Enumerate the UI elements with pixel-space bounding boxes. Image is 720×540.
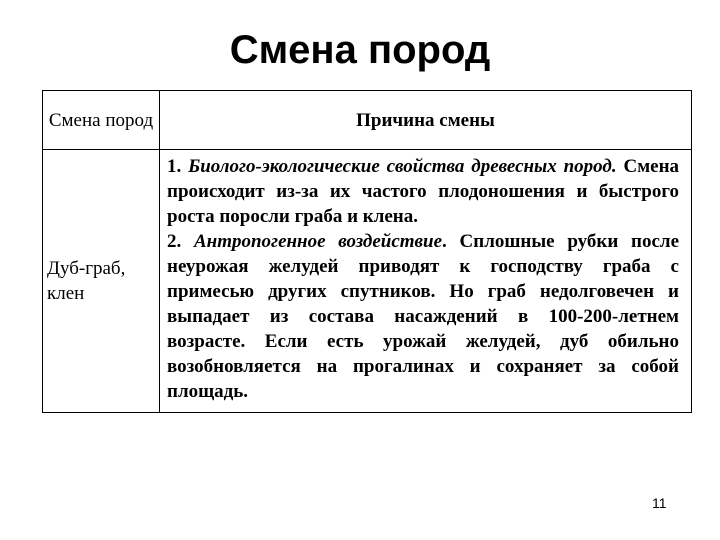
table-header-row [43,91,692,150]
reason-1-heading: Биолого-экологические свойства древесных пород. [188,156,617,177]
reason-1-text: Смена происходит из-за их частого плодоношения и быстрого роста поросли граба и клена. [167,156,680,227]
species-change-table [42,90,692,413]
header-species-change: Смена пород [43,91,160,150]
reason-2-heading: Антропогенное воздействие [193,231,443,252]
species-cell: Дуб-граб, клен [43,150,160,413]
header-change-reason: Причина смены [160,91,692,150]
reason-2-text: . Сплошные рубки после неурожая желудей приводят к господству граба с примесью других спутников. Но граб недолговечен и выпадает из состава насаждений в 100-200-летнем возрасте. Если есть урожай желудей, дуб обильно возобновляется на прогалинах и сохраняет за собой площадь. [167,231,679,402]
table-row [43,150,692,413]
reason-1-number: 1. [167,156,189,177]
reason-2-number: 2. [167,231,194,252]
slide-title: Смена пород [229,28,491,72]
reason-cell [160,150,692,413]
page-number: 11 [652,495,667,511]
